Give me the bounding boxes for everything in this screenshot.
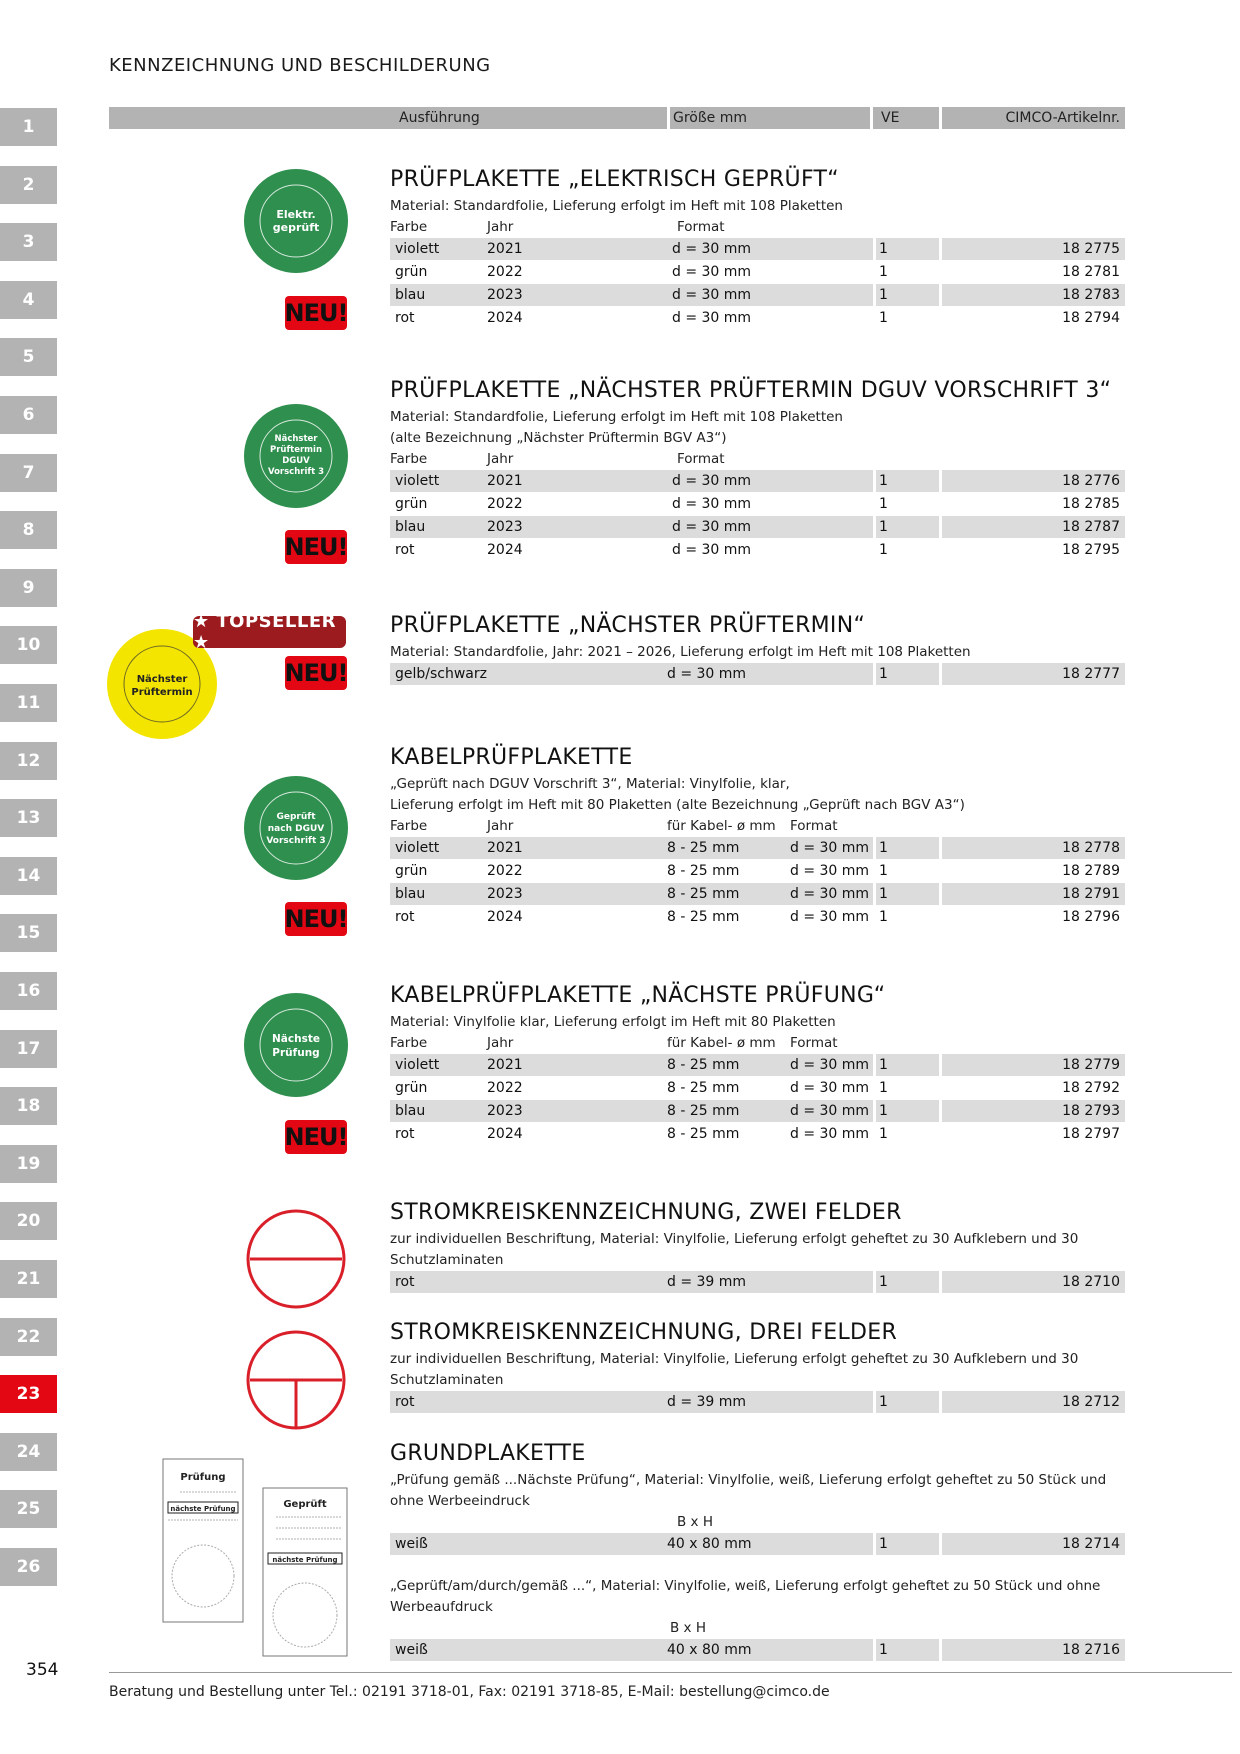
cell-farbe: blau: [395, 519, 426, 535]
cell-artikelnr: 18 2783: [1062, 287, 1120, 303]
cell-farbe: violett: [395, 1057, 440, 1073]
subhead-jahr: Jahr: [487, 818, 514, 834]
subhead-jahr: Jahr: [487, 219, 514, 235]
cell-farbe: rot: [395, 1274, 415, 1290]
row-shade: [390, 284, 873, 306]
table-row: [390, 1271, 1125, 1294]
size-label: [390, 1618, 1125, 1639]
section-title: PRÜFPLAKETTE „NÄCHSTER PRÜFTERMIN“: [390, 613, 866, 638]
card-title: Geprüft: [283, 1499, 327, 1510]
section-naechster-pruefermin: [390, 613, 1125, 686]
table-subheader: [390, 449, 1125, 470]
cell-ve: 1: [879, 863, 888, 879]
section-description: Material: Vinylfolie klar, Lieferung erfolgt im Heft mit 80 Plaketten: [390, 1014, 836, 1030]
cell-ve: 1: [879, 241, 888, 257]
cell-ve: 1: [879, 909, 888, 925]
table-row: [390, 516, 1125, 539]
cell-artikelnr: 18 2787: [1062, 519, 1120, 535]
row-shade: [390, 1271, 873, 1293]
subhead-format: Format: [790, 818, 838, 834]
cell-jahr: 2023: [487, 287, 523, 303]
grundplakette-geprueft-card: [262, 1487, 348, 1657]
cell-format: d = 30 mm: [672, 542, 752, 558]
chapter-tab-6[interactable]: 6: [0, 396, 57, 434]
table-row: [390, 261, 1125, 284]
cell-jahr: 2022: [487, 264, 523, 280]
footer-divider: [109, 1672, 1232, 1673]
table-row: [390, 1533, 1125, 1556]
chapter-tab-19[interactable]: 19: [0, 1145, 57, 1183]
sticker-label-line: Prüftermin: [131, 687, 193, 698]
stromkreis-drei-felder-sticker: [244, 1328, 348, 1432]
cell-artikelnr: 18 2776: [1062, 473, 1120, 489]
cell-ve: 1: [879, 840, 888, 856]
cell-format: d = 30 mm: [672, 241, 752, 257]
cell-ve: 1: [879, 310, 888, 326]
card-title: Prüfung: [180, 1472, 226, 1483]
cell-ve: 1: [879, 542, 888, 558]
cell-jahr: 2023: [487, 1103, 523, 1119]
chapter-tab-22[interactable]: 22: [0, 1318, 57, 1356]
cell-format: d = 30 mm: [672, 473, 752, 489]
section-dguv-vorschrift-3: [390, 378, 1125, 562]
cell-format: d = 30 mm: [790, 1057, 870, 1073]
sticker-label-line: Prüfung: [272, 1047, 320, 1059]
cell-format: d = 30 mm: [672, 496, 752, 512]
stromkreis-zwei-felder-sticker: [244, 1207, 348, 1311]
sticker-label-line: Elektr.: [276, 208, 316, 221]
cell-format: d = 30 mm: [790, 1080, 870, 1096]
cell-farbe: violett: [395, 840, 440, 856]
cell-kabel: 8 - 25 mm: [667, 1057, 740, 1073]
cell-format: d = 30 mm: [672, 519, 752, 535]
cell-farbe: gelb/schwarz: [395, 666, 487, 682]
cell-farbe: blau: [395, 886, 426, 902]
chapter-tab-20[interactable]: 20: [0, 1202, 57, 1240]
chapter-tab-3[interactable]: 3: [0, 223, 57, 261]
section-stromkreis-drei-felder: [390, 1320, 1125, 1414]
cell-ve: 1: [879, 1126, 888, 1142]
size-label-bxh: B x H: [677, 1514, 713, 1530]
cell-artikelnr: 18 2794: [1062, 310, 1120, 326]
cell-format: d = 39 mm: [667, 1274, 747, 1290]
cell-jahr: 2023: [487, 519, 523, 535]
cell-kabel: 8 - 25 mm: [667, 863, 740, 879]
section-description: „Prüfung gemäß ...Nächste Prüfung“, Material: Vinylfolie, weiß, Lieferung erfolgt geheftet zu 50 Stück und ohne Werbeeindruck: [390, 1472, 1107, 1509]
section-description: „Geprüft/am/durch/gemäß ...“, Material: Vinylfolie, weiß, Lieferung erfolgt geheftet zu 50 Stück und ohne Werbeaufdruck: [390, 1578, 1101, 1615]
table-row: [390, 470, 1125, 493]
column-header-ausfuehrung: Ausführung: [109, 107, 667, 129]
row-shade: [390, 238, 873, 260]
table-row: [390, 663, 1125, 686]
sticker-label-line: Prüftermin: [269, 445, 323, 455]
row-shade: [390, 1639, 873, 1661]
dguv-vorschrift-3-sticker: [243, 403, 349, 509]
table-row: [390, 307, 1125, 330]
table-row: [390, 238, 1125, 261]
elektrisch-geprueft-sticker: [243, 168, 349, 274]
section-title: STROMKREISKENNZEICHNUNG, ZWEI FELDER: [390, 1200, 902, 1225]
chapter-tab-1[interactable]: 1: [0, 108, 57, 146]
chapter-tab-8[interactable]: 8: [0, 511, 57, 549]
cell-jahr: 2022: [487, 863, 523, 879]
section-title: PRÜFPLAKETTE „ELEKTRISCH GEPRÜFT“: [390, 167, 839, 192]
cell-jahr: 2024: [487, 542, 523, 558]
subhead-jahr: Jahr: [487, 1035, 514, 1051]
cell-ve: 1: [879, 1274, 888, 1290]
cell-artikelnr: 18 2779: [1062, 1057, 1120, 1073]
cell-format: d = 30 mm: [790, 1103, 870, 1119]
section-stromkreis-zwei-felder: [390, 1200, 1125, 1294]
table-row: [390, 883, 1125, 906]
chapter-tab-21[interactable]: 21: [0, 1260, 57, 1298]
sticker-label-line: nach DGUV: [267, 824, 325, 834]
chapter-tab-7[interactable]: 7: [0, 454, 57, 492]
cell-jahr: 2023: [487, 886, 523, 902]
cell-farbe: weiß: [395, 1536, 428, 1552]
cell-ve: 1: [879, 1536, 888, 1552]
chapter-tab-17[interactable]: 17: [0, 1030, 57, 1068]
cell-farbe: blau: [395, 1103, 426, 1119]
cell-artikelnr: 18 2796: [1062, 909, 1120, 925]
section-title: KABELPRÜFPLAKETTE „NÄCHSTE PRÜFUNG“: [390, 983, 886, 1008]
neu-badge: NEU!: [285, 296, 347, 330]
chapter-tab-16[interactable]: 16: [0, 972, 57, 1010]
cell-ve: 1: [879, 1057, 888, 1073]
sticker-label-line: Nächster: [136, 674, 188, 685]
chapter-tab-5[interactable]: 5: [0, 338, 57, 376]
cell-jahr: 2024: [487, 1126, 523, 1142]
cell-artikelnr: 18 2793: [1062, 1103, 1120, 1119]
subhead-kabel: für Kabel- ø mm: [667, 1035, 776, 1051]
cell-kabel: 8 - 25 mm: [667, 1126, 740, 1142]
subhead-farbe: Farbe: [390, 219, 428, 235]
cell-jahr: 2021: [487, 241, 523, 257]
cell-format: d = 30 mm: [667, 666, 747, 682]
table-row: [390, 284, 1125, 307]
cell-jahr: 2024: [487, 310, 523, 326]
chapter-tab-24[interactable]: 24: [0, 1433, 57, 1471]
row-shade: [390, 1391, 873, 1413]
table-row: [390, 1391, 1125, 1414]
cell-jahr: 2022: [487, 496, 523, 512]
chapter-tab-15[interactable]: 15: [0, 914, 57, 952]
column-header-groesse: Größe mm: [670, 107, 870, 129]
cell-jahr: 2022: [487, 1080, 523, 1096]
cell-farbe: blau: [395, 287, 426, 303]
cell-format: d = 30 mm: [790, 886, 870, 902]
table-row: [390, 1639, 1125, 1662]
chapter-tab-26[interactable]: 26: [0, 1548, 57, 1586]
subhead-format: Format: [677, 219, 725, 235]
cell-format: d = 30 mm: [790, 1126, 870, 1142]
row-shade: [390, 470, 873, 492]
cell-kabel: 8 - 25 mm: [667, 1103, 740, 1119]
subhead-kabel: für Kabel- ø mm: [667, 818, 776, 834]
section-grundplakette: [390, 1441, 1125, 1662]
section-title: STROMKREISKENNZEICHNUNG, DREI FELDER: [390, 1320, 898, 1345]
cell-artikelnr: 18 2795: [1062, 542, 1120, 558]
subhead-jahr: Jahr: [487, 451, 514, 467]
section-description: (alte Bezeichnung „Nächster Prüftermin BGV A3“): [390, 430, 727, 446]
chapter-tab-11[interactable]: 11: [0, 684, 57, 722]
sticker-label-line: Vorschrift 3: [267, 467, 325, 477]
cell-kabel: 8 - 25 mm: [667, 909, 740, 925]
chapter-tab-18[interactable]: 18: [0, 1087, 57, 1125]
kabelpruefplakette-sticker: [243, 775, 349, 881]
page-number: 354: [26, 1660, 59, 1680]
table-row: [390, 837, 1125, 860]
cell-ve: 1: [879, 287, 888, 303]
cell-artikelnr: 18 2712: [1062, 1394, 1120, 1410]
table-subheader: [390, 816, 1125, 837]
cell-farbe: violett: [395, 241, 440, 257]
cell-farbe: rot: [395, 1126, 415, 1142]
sticker-label-line: Vorschrift 3: [266, 836, 326, 846]
subhead-farbe: Farbe: [390, 818, 428, 834]
cell-artikelnr: 18 2791: [1062, 886, 1120, 902]
card-subtitle: nächste Prüfung: [170, 1505, 236, 1513]
chapter-tab-4[interactable]: 4: [0, 281, 57, 319]
size-label-bxh: B x H: [670, 1620, 706, 1636]
section-description: Material: Standardfolie, Lieferung erfolgt im Heft mit 108 Plaketten: [390, 198, 843, 214]
sticker-label-line: Geprüft: [276, 812, 316, 822]
neu-badge: NEU!: [285, 902, 347, 936]
cell-artikelnr: 18 2714: [1062, 1536, 1120, 1552]
cell-jahr: 2021: [487, 840, 523, 856]
cell-jahr: 2024: [487, 909, 523, 925]
cell-ve: 1: [879, 666, 888, 682]
cell-farbe: weiß: [395, 1642, 428, 1658]
card-subtitle: nächste Prüfung: [272, 1556, 338, 1564]
cell-kabel: 8 - 25 mm: [667, 840, 740, 856]
cell-farbe: grün: [395, 863, 428, 879]
cell-jahr: 2021: [487, 1057, 523, 1073]
cell-format: d = 39 mm: [667, 1394, 747, 1410]
table-row: [390, 493, 1125, 516]
sticker-label-line: DGUV: [282, 456, 310, 466]
cell-farbe: rot: [395, 909, 415, 925]
cell-format: 40 x 80 mm: [667, 1536, 752, 1552]
size-label: [390, 1512, 1125, 1533]
section-description: Lieferung erfolgt im Heft mit 80 Plaketten (alte Bezeichnung „Geprüft nach BGV A3“): [390, 797, 965, 813]
subhead-format: Format: [790, 1035, 838, 1051]
section-elektrisch-geprueft: [390, 167, 1125, 330]
neu-badge: NEU!: [285, 1120, 347, 1154]
section-description: zur individuellen Beschriftung, Material: Vinylfolie, Lieferung erfolgt geheftet zu 30 Aufklebern und 30 Schutzlaminaten: [390, 1231, 1079, 1268]
chapter-tab-10[interactable]: 10: [0, 626, 57, 664]
column-header-artikelnr: CIMCO-Artikelnr.: [942, 107, 1125, 129]
section-description: Material: Standardfolie, Jahr: 2021 – 2026, Lieferung erfolgt im Heft mit 108 Plaketten: [390, 644, 971, 660]
cell-ve: 1: [879, 519, 888, 535]
chapter-tab-2[interactable]: 2: [0, 166, 57, 204]
section-kabelpruefplakette: [390, 745, 1125, 929]
column-header-ve: VE: [873, 107, 939, 129]
table-subheader: [390, 217, 1125, 238]
cell-format: d = 30 mm: [672, 287, 752, 303]
cell-kabel: 8 - 25 mm: [667, 886, 740, 902]
cell-artikelnr: 18 2778: [1062, 840, 1120, 856]
chapter-tab-12[interactable]: 12: [0, 742, 57, 780]
cell-kabel: 8 - 25 mm: [667, 1080, 740, 1096]
subhead-farbe: Farbe: [390, 1035, 428, 1051]
row-shade: [390, 516, 873, 538]
chapter-tab-9[interactable]: 9: [0, 569, 57, 607]
sticker-label-line: Nächster: [274, 434, 318, 444]
page-header-title: KENNZEICHNUNG UND BESCHILDERUNG: [109, 55, 491, 76]
section-description: Material: Standardfolie, Lieferung erfolgt im Heft mit 108 Plaketten: [390, 409, 843, 425]
cell-artikelnr: 18 2789: [1062, 863, 1120, 879]
table-row: [390, 1077, 1125, 1100]
cell-ve: 1: [879, 1080, 888, 1096]
subhead-format: Format: [677, 451, 725, 467]
table-row: [390, 906, 1125, 929]
chapter-tab-25[interactable]: 25: [0, 1490, 57, 1528]
cell-format: d = 30 mm: [672, 310, 752, 326]
cell-farbe: violett: [395, 473, 440, 489]
table-row: [390, 1123, 1125, 1146]
cell-artikelnr: 18 2781: [1062, 264, 1120, 280]
cell-farbe: grün: [395, 264, 428, 280]
cell-ve: 1: [879, 473, 888, 489]
cell-format: d = 30 mm: [790, 840, 870, 856]
cell-artikelnr: 18 2792: [1062, 1080, 1120, 1096]
table-row: [390, 1100, 1125, 1123]
cell-ve: 1: [879, 1394, 888, 1410]
footer-contact: Beratung und Bestellung unter Tel.: 02191 3718-01, Fax: 02191 3718-85, E-Mail: bestellung@cimco.de: [109, 1684, 830, 1700]
cell-format: d = 30 mm: [790, 863, 870, 879]
cell-artikelnr: 18 2775: [1062, 241, 1120, 257]
cell-format: d = 30 mm: [790, 909, 870, 925]
sticker-label-line: Nächste: [272, 1033, 320, 1045]
cell-artikelnr: 18 2777: [1062, 666, 1120, 682]
table-row: [390, 860, 1125, 883]
cell-farbe: rot: [395, 542, 415, 558]
cell-farbe: grün: [395, 496, 428, 512]
chapter-tab-23[interactable]: 23: [0, 1375, 57, 1413]
cell-format: d = 30 mm: [672, 264, 752, 280]
section-description: „Geprüft nach DGUV Vorschrift 3“, Material: Vinylfolie, klar,: [390, 776, 790, 792]
cell-farbe: rot: [395, 1394, 415, 1410]
row-shade: [390, 1533, 873, 1555]
cell-ve: 1: [879, 1103, 888, 1119]
section-title: KABELPRÜFPLAKETTE: [390, 745, 633, 770]
section-description: zur individuellen Beschriftung, Material: Vinylfolie, Lieferung erfolgt geheftet zu 30 Aufklebern und 30 Schutzlaminaten: [390, 1351, 1079, 1388]
cell-ve: 1: [879, 1642, 888, 1658]
table-row: [390, 539, 1125, 562]
topseller-badge: ★ TOPSELLER ★: [193, 616, 346, 648]
sticker-label-line: geprüft: [272, 221, 320, 234]
table-subheader: [390, 1033, 1125, 1054]
section-title: GRUNDPLAKETTE: [390, 1441, 586, 1466]
cell-farbe: rot: [395, 310, 415, 326]
cell-ve: 1: [879, 496, 888, 512]
cell-format: 40 x 80 mm: [667, 1642, 752, 1658]
chapter-tab-14[interactable]: 14: [0, 857, 57, 895]
table-row: [390, 1054, 1125, 1077]
cell-artikelnr: 18 2710: [1062, 1274, 1120, 1290]
cell-jahr: 2021: [487, 473, 523, 489]
cell-artikelnr: 18 2716: [1062, 1642, 1120, 1658]
cell-artikelnr: 18 2797: [1062, 1126, 1120, 1142]
section-naechste-pruefung: [390, 983, 1125, 1146]
cell-ve: 1: [879, 886, 888, 902]
naechste-pruefung-sticker: [243, 992, 349, 1098]
section-title: PRÜFPLAKETTE „NÄCHSTER PRÜFTERMIN DGUV VORSCHRIFT 3“: [390, 378, 1112, 403]
subhead-farbe: Farbe: [390, 451, 428, 467]
cell-farbe: grün: [395, 1080, 428, 1096]
grundplakette-pruefung-card: [162, 1458, 244, 1623]
cell-artikelnr: 18 2785: [1062, 496, 1120, 512]
cell-ve: 1: [879, 264, 888, 280]
neu-badge: NEU!: [285, 530, 347, 564]
chapter-tab-13[interactable]: 13: [0, 799, 57, 837]
neu-badge: NEU!: [285, 656, 347, 690]
